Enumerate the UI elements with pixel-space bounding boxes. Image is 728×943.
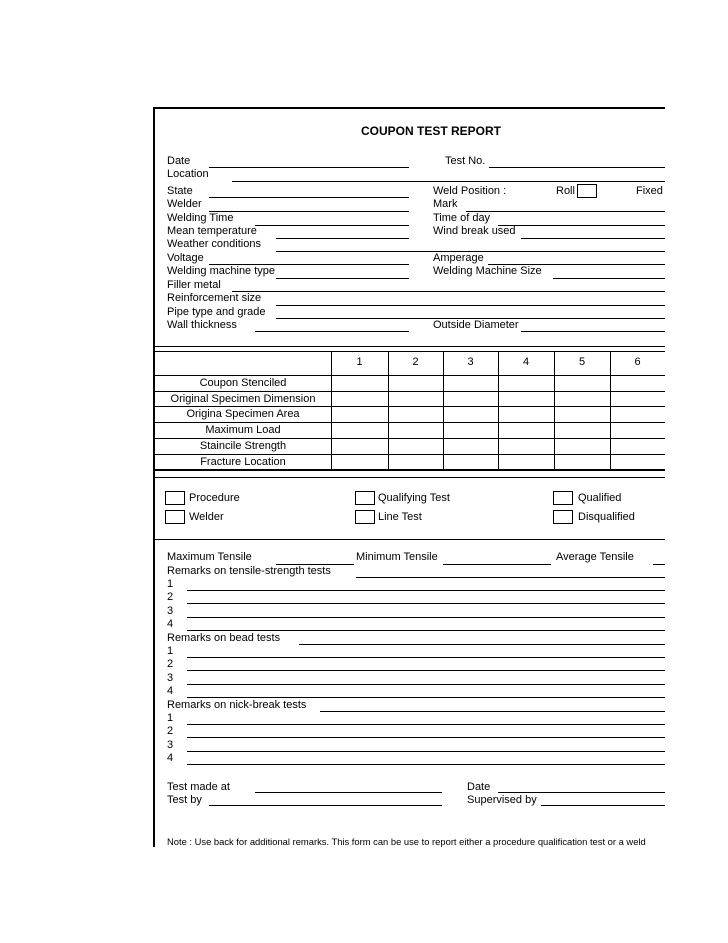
tensile-number: 4 xyxy=(167,618,174,631)
remarks-tensile-label: Remarks on tensile-strength tests xyxy=(167,565,331,577)
roll-label: Roll xyxy=(556,185,575,197)
welding-machine-type-field[interactable] xyxy=(276,278,409,279)
table-cell[interactable] xyxy=(610,375,665,391)
table-row-label: Fracture Location xyxy=(200,455,286,468)
bead-remark-line[interactable] xyxy=(187,657,665,658)
table-cell[interactable] xyxy=(443,375,498,391)
line-test-checkbox[interactable] xyxy=(355,510,375,524)
tensile-number: 1 xyxy=(167,578,174,590)
table-column-header: 1 xyxy=(356,356,363,368)
table-cell[interactable] xyxy=(443,438,498,454)
table-cell[interactable] xyxy=(388,375,443,391)
nick-number: 4 xyxy=(167,752,174,765)
reinforcement-size-field[interactable] xyxy=(276,305,665,306)
average-tensile-label: Average Tensile xyxy=(556,551,634,563)
remarks-nick-field[interactable] xyxy=(320,711,665,712)
table-cell[interactable] xyxy=(331,454,388,470)
remarks-nick-label: Remarks on nick-break tests xyxy=(167,699,307,711)
nick-number: 1 xyxy=(167,712,174,724)
mark-field[interactable] xyxy=(466,211,665,212)
table-cell[interactable] xyxy=(610,391,665,407)
location-field[interactable] xyxy=(232,181,665,182)
table-cell[interactable] xyxy=(388,422,443,438)
qualifying-test-checkbox[interactable] xyxy=(355,491,375,505)
table-cell[interactable] xyxy=(498,422,554,438)
procedure-label: Procedure xyxy=(189,492,240,504)
table-cell[interactable] xyxy=(443,422,498,438)
nick-number: 3 xyxy=(167,738,174,751)
test-no-field[interactable] xyxy=(489,167,665,168)
table-row-label: Origina Specimen Area xyxy=(186,408,300,421)
table-cell[interactable] xyxy=(498,391,554,407)
table-bottom-border xyxy=(155,470,665,471)
table-cell[interactable] xyxy=(331,375,388,391)
time-of-day-field[interactable] xyxy=(498,225,665,226)
filler-metal-label: Filler metal xyxy=(167,279,221,291)
supervised-by-field[interactable] xyxy=(541,805,665,806)
test-by-field[interactable] xyxy=(209,805,442,806)
bead-number: 2 xyxy=(167,658,174,671)
footer-note: Note : Use back for additional remarks. This form can be use to report either a procedure qualification test or a weld xyxy=(167,836,646,847)
location-label: Location xyxy=(167,168,209,180)
fixed-label: Fixed xyxy=(636,185,663,197)
outside-diameter-label: Outside Diameter xyxy=(433,319,519,331)
table-top-border xyxy=(155,351,665,352)
wall-thickness-label: Wall thickness xyxy=(167,319,237,331)
table-cell[interactable] xyxy=(498,438,554,454)
welder-checkbox[interactable] xyxy=(165,510,185,524)
bead-number: 3 xyxy=(167,671,174,684)
footer-date-field[interactable] xyxy=(498,792,665,793)
qualified-checkbox[interactable] xyxy=(553,491,573,505)
table-cell[interactable] xyxy=(610,454,665,470)
date-field[interactable] xyxy=(209,167,409,168)
welding-time-field[interactable] xyxy=(255,225,409,226)
table-cell[interactable] xyxy=(554,391,610,407)
table-cell[interactable] xyxy=(331,438,388,454)
state-label: State xyxy=(167,185,193,197)
wind-break-field[interactable] xyxy=(521,238,665,239)
tensile-remark-line[interactable] xyxy=(187,617,665,618)
maximum-tensile-label: Maximum Tensile xyxy=(167,551,252,563)
checkbox-section-top xyxy=(155,477,665,478)
weather-conditions-label: Weather conditions xyxy=(167,238,261,250)
table-cell[interactable] xyxy=(554,375,610,391)
roll-checkbox[interactable] xyxy=(577,184,597,198)
mean-temperature-field[interactable] xyxy=(276,238,409,239)
nick-remark-line[interactable] xyxy=(187,737,665,738)
table-column-header: 2 xyxy=(412,356,419,368)
table-cell[interactable] xyxy=(498,375,554,391)
welder-checkbox-label: Welder xyxy=(189,511,224,523)
bead-remark-line[interactable] xyxy=(187,670,665,671)
amperage-label: Amperage xyxy=(433,252,484,264)
table-row-label: Coupon Stenciled xyxy=(199,377,287,389)
footer-date-label: Date xyxy=(467,781,491,793)
pipe-type-label: Pipe type and grade xyxy=(167,306,266,318)
table-row-label: Original Specimen Dimension xyxy=(170,392,316,405)
filler-metal-field[interactable] xyxy=(232,291,665,292)
bead-remark-line[interactable] xyxy=(187,684,665,685)
date-label: Date xyxy=(167,155,191,167)
table-column-header: 6 xyxy=(634,356,641,368)
welding-machine-size-label: Welding Machine Size xyxy=(433,265,542,277)
nick-number: 2 xyxy=(167,725,174,738)
bead-number: 4 xyxy=(167,685,174,698)
tensile-number: 3 xyxy=(167,604,174,617)
table-cell[interactable] xyxy=(388,454,443,470)
test-made-at-label: Test made at xyxy=(167,781,230,793)
table-cell[interactable] xyxy=(610,422,665,438)
table-cell[interactable] xyxy=(554,422,610,438)
table-cell[interactable] xyxy=(331,422,388,438)
average-tensile-field[interactable] xyxy=(653,564,665,565)
remarks-tensile-field[interactable] xyxy=(356,577,665,578)
table-cell[interactable] xyxy=(388,391,443,407)
table-row-label: Maximum Load xyxy=(205,424,281,437)
table-row-label: Staincile Strength xyxy=(199,439,287,452)
minimum-tensile-field[interactable] xyxy=(443,564,551,565)
qualifying-test-label: Qualifying Test xyxy=(378,492,450,504)
table-cell[interactable] xyxy=(610,438,665,454)
disqualified-label: Disqualified xyxy=(578,511,635,523)
nick-remark-line[interactable] xyxy=(187,724,665,725)
table-cell[interactable] xyxy=(554,406,610,422)
tensile-number: 2 xyxy=(167,591,174,604)
minimum-tensile-label: Minimum Tensile xyxy=(356,551,438,563)
bead-number: 1 xyxy=(167,645,174,657)
welding-machine-size-field[interactable] xyxy=(553,278,665,279)
table-cell[interactable] xyxy=(498,406,554,422)
disqualified-checkbox[interactable] xyxy=(553,510,573,524)
outside-diameter-field[interactable] xyxy=(521,331,665,332)
nick-remark-line[interactable] xyxy=(187,764,665,765)
reinforcement-size-label: Reinforcement size xyxy=(167,292,262,304)
tensile-remark-line[interactable] xyxy=(187,590,665,591)
table-column-header: 3 xyxy=(467,356,474,368)
welding-machine-type-label: Welding machine type xyxy=(167,265,276,277)
form-title: COUPON TEST REPORT xyxy=(361,124,502,138)
nick-remark-line[interactable] xyxy=(187,751,665,752)
supervised-by-label: Supervised by xyxy=(467,794,537,806)
test-by-label: Test by xyxy=(167,794,202,806)
wind-break-label: Wind break used xyxy=(433,225,516,237)
procedure-checkbox[interactable] xyxy=(165,491,185,505)
test-no-label: Test No. xyxy=(445,155,486,167)
table-cell[interactable] xyxy=(554,454,610,470)
table-cell[interactable] xyxy=(443,406,498,422)
mark-label: Mark xyxy=(433,198,458,210)
state-field[interactable] xyxy=(209,197,409,198)
table-cell[interactable] xyxy=(443,454,498,470)
welder-label: Welder xyxy=(167,198,202,210)
remarks-bead-field[interactable] xyxy=(299,644,665,645)
table-cell[interactable] xyxy=(331,406,388,422)
results-section-top xyxy=(155,539,665,540)
table-cell[interactable] xyxy=(331,391,388,407)
wall-thickness-field[interactable] xyxy=(255,331,409,332)
table-cell[interactable] xyxy=(554,438,610,454)
weld-position-label: Weld Position : xyxy=(433,185,507,197)
table-column-header: 4 xyxy=(522,356,530,368)
welder-field[interactable] xyxy=(209,211,409,212)
table-cell[interactable] xyxy=(443,391,498,407)
test-made-at-field[interactable] xyxy=(255,792,442,793)
remarks-bead-label: Remarks on bead tests xyxy=(167,632,281,644)
table-cell[interactable] xyxy=(498,454,554,470)
table-column-header: 5 xyxy=(578,356,586,368)
line-test-label: Line Test xyxy=(378,511,422,523)
table-cell[interactable] xyxy=(388,438,443,454)
section-divider xyxy=(155,346,665,347)
table-cell[interactable] xyxy=(610,406,665,422)
welding-time-label: Welding Time xyxy=(167,212,234,224)
tensile-remark-line[interactable] xyxy=(187,603,665,604)
qualified-label: Qualified xyxy=(578,492,622,504)
table-cell[interactable] xyxy=(388,406,443,422)
voltage-label: Voltage xyxy=(167,252,204,264)
form-top-border xyxy=(153,107,665,109)
mean-temperature-label: Mean temperature xyxy=(167,225,257,237)
time-of-day-label: Time of day xyxy=(433,212,491,224)
